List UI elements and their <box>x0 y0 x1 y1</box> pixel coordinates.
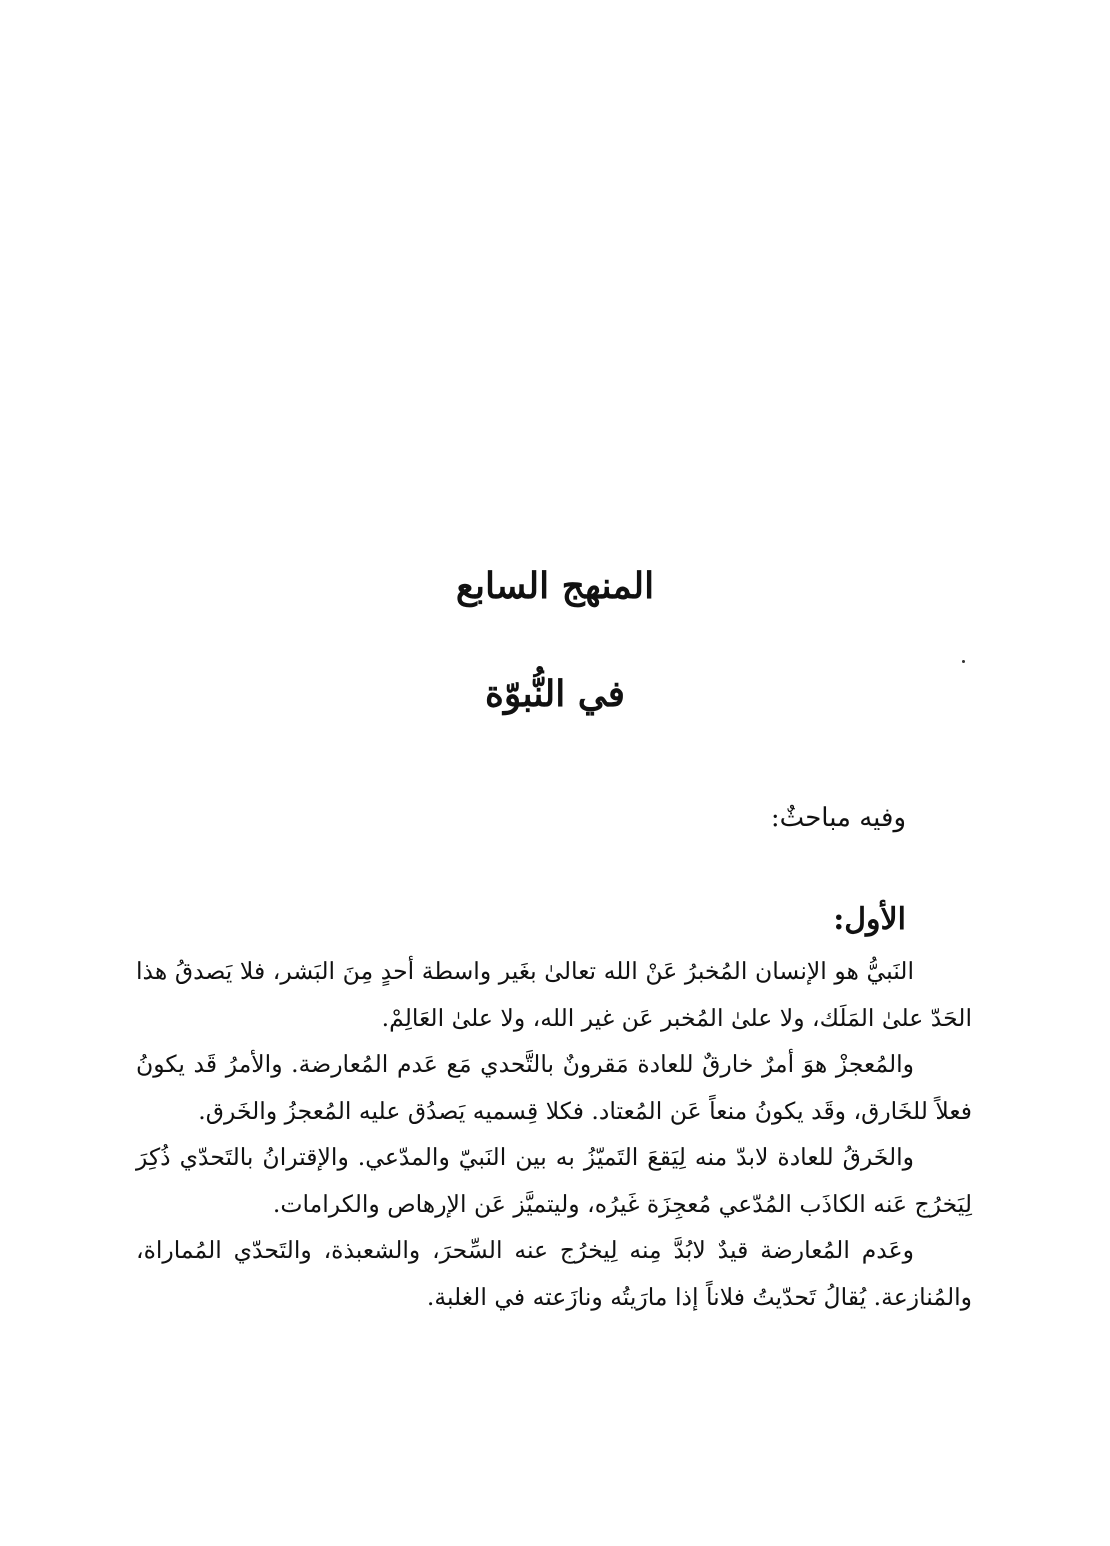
paragraph-no-opposition: وعَدم المُعارضة قيدٌ لابُدَّ مِنه لِيخرُج عنه السِّحرَ، والشعبذة، والتَحدّي المُماراة، والمُنازعة. يُقالُ تَحدّيتُ فلاناً إذا مارَيتُه ونازَعته في الغلبة. <box>136 1236 972 1311</box>
body-text <box>136 948 972 1320</box>
print-speck <box>962 660 965 663</box>
paragraph-prophet-definition: النَبيُّ هو الإنسان المُخبرُ عَنْ الله تعالىٰ بغَير واسطة أحدٍ مِنَ البَشر، فلا يَصدقُ هذا الحَدّ علىٰ المَلَك، ولا علىٰ المُخبر عَن غير الله، ولا علىٰ العَالِمْ. <box>136 957 972 1032</box>
chapter-title: المنهج السابع <box>455 565 655 607</box>
section-heading: الأول: <box>833 902 906 937</box>
chapter-subtitle: في النُّبوّة <box>485 673 625 715</box>
intro-text: وفيه مباحثٌ: <box>770 803 906 833</box>
paragraph-miracle-definition: والمُعجزْ هوَ أمرٌ خارقٌ للعادة مَقرونٌ بالتَّحدي مَع عَدم المُعارضة. والأمرُ قَد يكونُ فعلاً للخَارق، وقَد يكونُ منعاً عَن المُعتاد. فكلا قِسميه يَصدُق عليه المُعجزُ والخَرق. <box>136 1050 972 1125</box>
paragraph-breaking-custom: والخَرقُ للعادة لابدّ منه لِيَقعَ التَميّزُ به بين النَبيّ والمدّعي. والإقترانُ بالتَحدّي ذُكِرَ لِيَخرُج عَنه الكاذَب المُدّعي مُعجِزَة غَيرُه، وليتميَّز عَن الإرهاص والكرامات. <box>136 1143 972 1218</box>
